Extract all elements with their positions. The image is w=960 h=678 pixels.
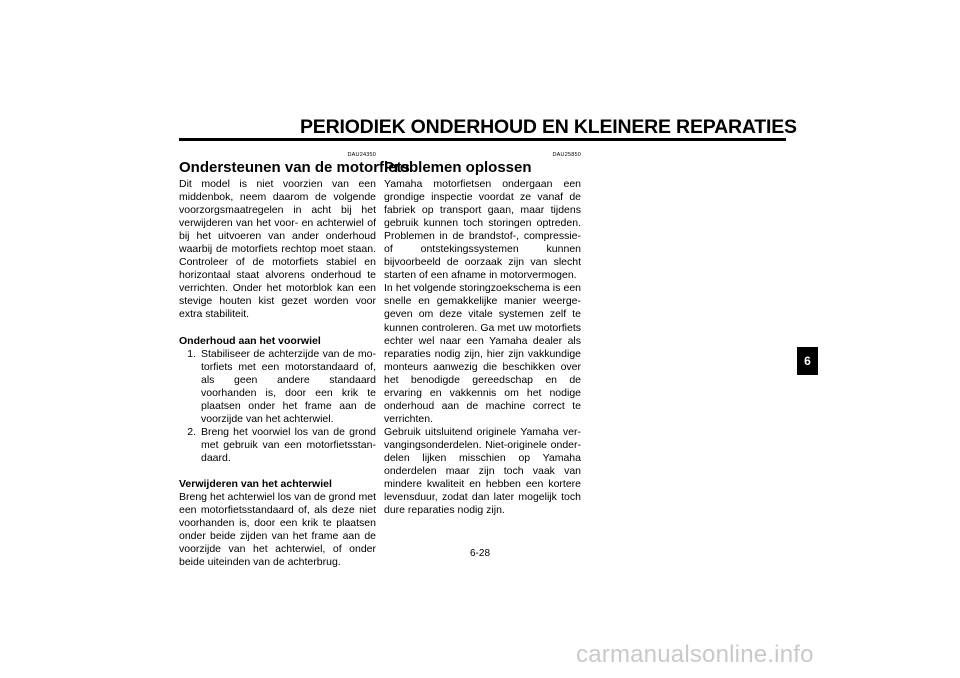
header-divider <box>179 138 786 141</box>
list-item-number: 1. <box>187 347 196 360</box>
page-number: 6-28 <box>469 548 490 559</box>
right-column <box>384 151 581 517</box>
intro-paragraph: Dit model is niet voorzien van een middenbok, neem daarom de volgende voorzorgsmaatregelen in acht bij het verwijderen van het voor- en achterwiel of bij het uitvoeren van ander onderhoud waarbij de motorfiets rechtop moet staan. Controleer of de motorfiets stabiel en horizontaal staat alvorens onderhoud te verrichten. Onder het motorblok kan een stevige houten kist gezet worden voor extra stabiliteit. <box>179 178 376 321</box>
rear-wheel-paragraph: Breng het achterwiel los van de grond met een motorfietsstandaard of, als deze niet voorhanden is, door een krik te plaatsen onder beide zijden van het frame aan de voorzijde van het achterwiel, of onder beide uiteinden van de achterbrug. <box>179 491 376 569</box>
troubleshooting-paragraph-1: Yamaha motorfietsen ondergaan een grondige inspectie voordat ze vanaf de fabriek op transport gaan, maar tijdens gebruik kunnen toch storingen optreden. Problemen in de brandstof-, compressie- of ontstekingssystemen kunnen bijvoorbeeld de oorzaak zijn van slecht starten of een afname in motorvermogen. <box>384 178 581 282</box>
left-column <box>179 151 410 569</box>
troubleshooting-paragraph-2: In het volgende storingzoekschema is een snelle en gemakkelijke manier weergegeven om deze vitale systemen zelf te kunnen controleren. Ga met uw motorfiets echter wel naar een Yamaha dealer als reparaties nodig zijn, hier zijn vakkundige monteurs aanwezig die beschikken over het benodigde gereedschap en de ervaring en vakkennis om het nodige onderhoud aan de machine correct te verrichten. <box>384 282 581 425</box>
list-item <box>179 348 376 426</box>
section-code: DAU25850 <box>552 152 581 158</box>
troubleshooting-paragraph-3: Gebruik uitsluitend originele Yamaha vervangingsonderdelen. Niet-originele onderdelen lijken misschien op Yamaha onderdelen maar zijn toch vaak van mindere kwaliteit en hebben een kortere levensduur, zodat dan later mogelijk toch dure reparaties nodig zijn. <box>384 425 581 517</box>
chapter-tab: 6 <box>797 347 818 375</box>
section-heading: Problemen oplossen <box>384 159 532 176</box>
list-item <box>179 426 376 465</box>
list-item-text: Stabiliseer de achterzijde van de motorfiets met een motorstandaard of, als geen andere standaard voorhanden is, door een krik te plaatsen onder het frame aan de voorzijde van het achterwiel. <box>201 347 376 425</box>
list-item-text: Breng het voorwiel los van de grond met gebruik van een motorfietsstandaard. <box>201 425 376 464</box>
watermark-text: carmanualsonline.info <box>576 641 814 668</box>
section-code: DAU24350 <box>347 152 376 158</box>
section-heading: Ondersteunen van de motorfiets <box>179 159 410 176</box>
subsection-title-front-wheel: Onderhoud aan het voorwiel <box>179 334 321 347</box>
list-item-number: 2. <box>187 425 196 438</box>
page-header-title: PERIODIEK ONDERHOUD EN KLEINERE REPARATIES <box>300 116 797 138</box>
subsection-title-rear-wheel: Verwijderen van het achterwiel <box>179 477 332 490</box>
